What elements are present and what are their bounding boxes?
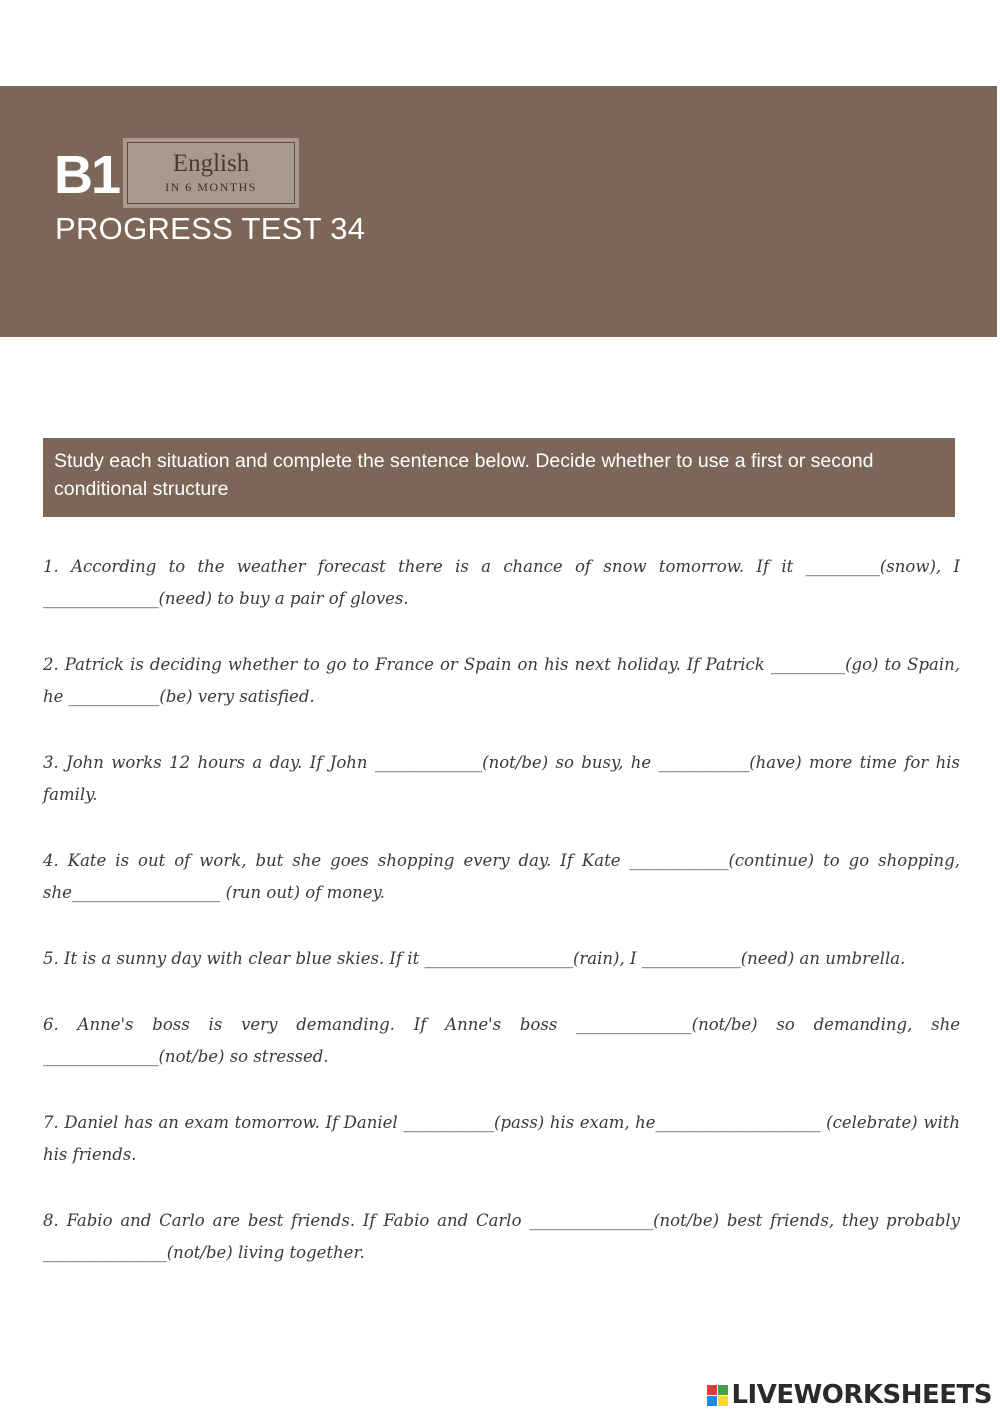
logo-square-red (707, 1385, 717, 1395)
liveworksheets-logo-icon (707, 1385, 728, 1406)
instructions-text: Study each situation and complete the sentence below. Decide whether to use a first or second conditional structure (54, 450, 874, 500)
brand-name: LIVEWORKSHEETS (731, 1380, 992, 1410)
question-1: 1. According to the weather forecast there is a chance of snow tomorrow. If it _________(snow), I ______________(need) to buy a pair of gloves. (43, 557, 960, 608)
question-8: 8. Fabio and Carlo are best friends. If Fabio and Carlo _______________(not/be) best friends, they probably _______________(not/be) living together. (43, 1211, 960, 1262)
question-4: 4. Kate is out of work, but she goes shopping every day. If Kate ____________(continue) to go shopping, she__________________ (run out) of money. (43, 851, 960, 902)
logo-subtitle: IN 6 MONTHS (165, 180, 257, 194)
page-title: PROGRESS TEST 34 (55, 211, 366, 246)
logo-square-yellow (718, 1396, 728, 1406)
question-2: 2. Patrick is deciding whether to go to France or Spain on his next holiday. If Patrick _________(go) to Spain, he ___________(be) very satisfied. (43, 655, 960, 706)
question-3: 3. John works 12 hours a day. If John _____________(not/be) so busy, he ___________(have) more time for his family. (43, 753, 960, 804)
logo-square-blue (707, 1396, 717, 1406)
footer-brand[interactable] (707, 1378, 992, 1412)
logo-square-green (718, 1385, 728, 1395)
instructions-box (43, 438, 955, 517)
question-5: 5. It is a sunny day with clear blue skies. If it __________________(rain), I ____________(need) an umbrella. (43, 949, 906, 968)
logo-word: English (172, 150, 250, 177)
question-7: 7. Daniel has an exam tomorrow. If Daniel ___________(pass) his exam, he____________________ (celebrate) with his friends. (43, 1113, 960, 1164)
question-6: 6. Anne's boss is very demanding. If Anne's boss ______________(not/be) so demanding, she ______________(not/be) so stressed. (43, 1015, 960, 1066)
question-list (43, 551, 960, 1303)
level-label: B1 (54, 145, 120, 205)
brand-logo (123, 138, 299, 208)
